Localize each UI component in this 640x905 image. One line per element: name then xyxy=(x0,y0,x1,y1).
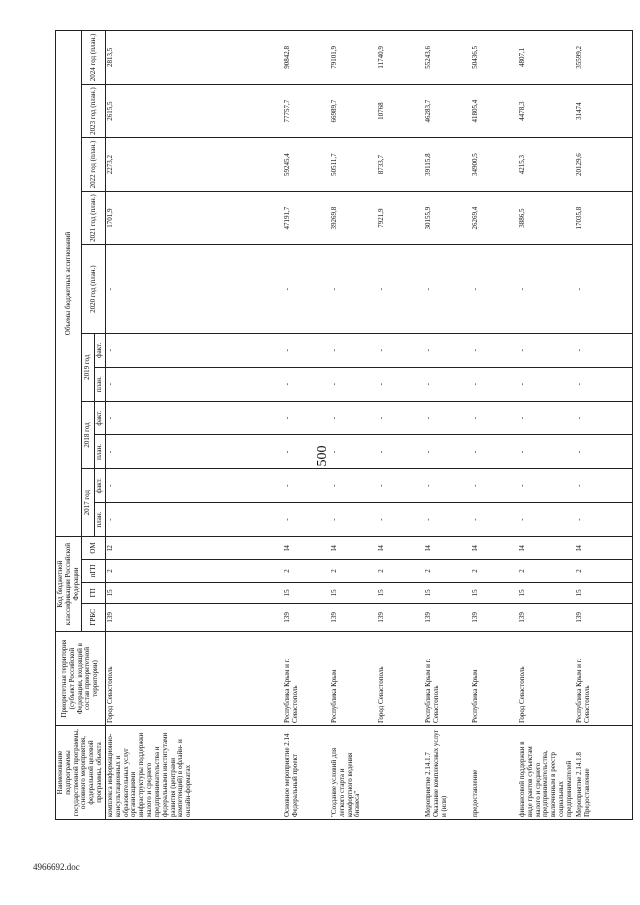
cell-f2018f: - xyxy=(105,401,283,435)
cell-f2019p: - xyxy=(518,367,575,401)
header-year-2018: 2018 год xyxy=(82,401,95,469)
cell-f2019f: - xyxy=(377,333,424,367)
cell-y2022: 4215,3 xyxy=(518,138,575,192)
cell-f2017p: - xyxy=(575,503,633,537)
cell-y2022: 50511,7 xyxy=(330,138,377,192)
cell-y2023: 46283,7 xyxy=(424,84,471,138)
cell-f2018p: - xyxy=(471,435,518,469)
page-number: 500 xyxy=(315,445,330,467)
header-year-2019: 2019 год xyxy=(82,333,95,401)
header-year-2021: 2021 год (план.) xyxy=(82,191,105,245)
table-row xyxy=(105,31,283,820)
cell-om: I4 xyxy=(471,537,518,560)
cell-gp: 15 xyxy=(377,582,424,603)
cell-y2021: 26269,4 xyxy=(471,191,518,245)
cell-pgp: 2 xyxy=(330,560,377,583)
header-code-om: ОМ xyxy=(82,537,105,560)
cell-y2021: 30155,9 xyxy=(424,191,471,245)
cell-f2017p: - xyxy=(424,503,471,537)
cell-name: Мероприятие 2.14.1.8 Предоставление xyxy=(575,726,633,820)
cell-om: I4 xyxy=(518,537,575,560)
header-2018-fact: факт. xyxy=(95,401,106,435)
cell-y2021: 17035,8 xyxy=(575,191,633,245)
cell-f2019f: - xyxy=(575,333,633,367)
table-row xyxy=(377,31,424,820)
cell-name: финансовой поддержки в виде грантов субъектам малого и среднего предпринимательства, включенным в реестр социальных предпринимателей xyxy=(518,726,575,820)
cell-om: I4 xyxy=(330,537,377,560)
header-year-2017: 2017 год xyxy=(82,469,95,537)
cell-y2023: 41805,4 xyxy=(471,84,518,138)
cell-om: I4 xyxy=(424,537,471,560)
cell-grbs: 139 xyxy=(105,603,283,631)
header-code-group: Код бюджетной классификации Российской Федерации xyxy=(56,537,82,632)
cell-f2018p: - xyxy=(377,435,424,469)
table-row xyxy=(424,31,471,820)
cell-y2021: 39269,8 xyxy=(330,191,377,245)
cell-name: "Создание условий для легкого старта и комфортного ведения бизнеса" xyxy=(330,726,377,820)
header-volumes-group: Объемы бюджетных ассигнований xyxy=(56,31,82,537)
cell-f2017f: - xyxy=(575,469,633,503)
cell-territory: Город Севастополь xyxy=(105,632,283,726)
cell-y2022: 39115,8 xyxy=(424,138,471,192)
cell-f2017p: - xyxy=(518,503,575,537)
cell-f2019p: - xyxy=(424,367,471,401)
cell-territory: Республика Крым xyxy=(471,632,518,726)
cell-y2022: 34900,5 xyxy=(471,138,518,192)
cell-pgp: 2 xyxy=(471,560,518,583)
cell-territory: Республика Крым и г. Севастополь xyxy=(283,632,330,726)
cell-y2024: 79101,9 xyxy=(330,31,377,85)
header-2019-fact: факт. xyxy=(95,333,106,367)
header-year-2020: 2020 год (план.) xyxy=(82,245,105,333)
cell-f2017f: - xyxy=(377,469,424,503)
cell-y2021: 1701,9 xyxy=(105,191,283,245)
cell-grbs: 139 xyxy=(330,603,377,631)
cell-y2022: 2273,2 xyxy=(105,138,283,192)
cell-y2023: 77757,7 xyxy=(283,84,330,138)
cell-grbs: 139 xyxy=(424,603,471,631)
cell-pgp: 2 xyxy=(518,560,575,583)
cell-y2020: - xyxy=(575,245,633,333)
budget-table xyxy=(55,30,633,820)
cell-y2020: - xyxy=(518,245,575,333)
cell-f2019p: - xyxy=(283,367,330,401)
file-name: 4966692.doc xyxy=(33,862,80,872)
cell-y2020: - xyxy=(471,245,518,333)
rotated-table-container xyxy=(55,30,615,820)
cell-f2019p: - xyxy=(330,367,377,401)
cell-f2018f: - xyxy=(330,401,377,435)
cell-f2017f: - xyxy=(105,469,283,503)
cell-f2017p: - xyxy=(471,503,518,537)
cell-y2024: 50436,5 xyxy=(471,31,518,85)
cell-y2024: 90842,8 xyxy=(283,31,330,85)
cell-f2018p: - xyxy=(518,435,575,469)
cell-f2018p: - xyxy=(575,435,633,469)
header-year-2022: 2022 год (план.) xyxy=(82,138,105,192)
cell-grbs: 139 xyxy=(518,603,575,631)
header-territory: Приоритетная территория (субъект Российской Федерации, входящий в состав приоритетной территории) xyxy=(56,632,106,726)
cell-f2017p: - xyxy=(377,503,424,537)
cell-f2017f: - xyxy=(330,469,377,503)
cell-y2020: - xyxy=(105,245,283,333)
header-code-gp: ГП xyxy=(82,582,105,603)
header-year-2023: 2023 год (план.) xyxy=(82,84,105,138)
cell-pgp: 2 xyxy=(575,560,633,583)
cell-f2017p: - xyxy=(283,503,330,537)
table-row xyxy=(330,31,377,820)
header-code-grbs: ГРБС xyxy=(82,603,105,631)
cell-y2023: 4478,3 xyxy=(518,84,575,138)
cell-y2023: 31474 xyxy=(575,84,633,138)
cell-gp: 15 xyxy=(424,582,471,603)
cell-gp: 15 xyxy=(518,582,575,603)
cell-y2020: - xyxy=(283,245,330,333)
cell-y2022: 20129,6 xyxy=(575,138,633,192)
cell-f2018p: - xyxy=(283,435,330,469)
cell-f2019p: - xyxy=(105,367,283,401)
header-name: Наименование подпрограммы государственной программы, основного мероприятия, федеральной целевой программы, объекта xyxy=(56,726,106,820)
cell-gp: 15 xyxy=(283,582,330,603)
cell-f2017f: - xyxy=(283,469,330,503)
cell-f2019f: - xyxy=(283,333,330,367)
cell-f2018p: - xyxy=(105,435,283,469)
cell-y2024: 4807,1 xyxy=(518,31,575,85)
header-2019-plan: план. xyxy=(95,367,106,401)
cell-f2017p: - xyxy=(105,503,283,537)
cell-f2018f: - xyxy=(575,401,633,435)
header-2018-plan: план. xyxy=(95,435,106,469)
cell-f2017p: - xyxy=(330,503,377,537)
table-row xyxy=(518,31,575,820)
cell-f2019f: - xyxy=(471,333,518,367)
table-row xyxy=(283,31,330,820)
cell-pgp: 2 xyxy=(105,560,283,583)
cell-territory: Город Севастополь xyxy=(518,632,575,726)
cell-y2021: 3886,5 xyxy=(518,191,575,245)
cell-y2024: 11740,9 xyxy=(377,31,424,85)
cell-grbs: 139 xyxy=(575,603,633,631)
cell-grbs: 139 xyxy=(283,603,330,631)
cell-f2017f: - xyxy=(518,469,575,503)
cell-pgp: 2 xyxy=(424,560,471,583)
cell-f2018p: - xyxy=(330,435,377,469)
cell-f2019p: - xyxy=(575,367,633,401)
cell-territory: Город Севастополь xyxy=(377,632,424,726)
header-2017-fact: факт. xyxy=(95,469,106,503)
header-2017-plan: план. xyxy=(95,503,106,537)
cell-f2018f: - xyxy=(377,401,424,435)
cell-om: I4 xyxy=(283,537,330,560)
cell-territory: Республика Крым и г. Севастополь xyxy=(424,632,471,726)
cell-y2024: 35599,2 xyxy=(575,31,633,85)
cell-territory: Республика Крым и г. Севастополь xyxy=(575,632,633,726)
cell-name: предоставление xyxy=(471,726,518,820)
cell-pgp: 2 xyxy=(283,560,330,583)
cell-y2023: 66989,7 xyxy=(330,84,377,138)
cell-f2019f: - xyxy=(424,333,471,367)
cell-y2024: 55243,6 xyxy=(424,31,471,85)
cell-gp: 15 xyxy=(330,582,377,603)
cell-y2023: 10768 xyxy=(377,84,424,138)
cell-f2018f: - xyxy=(283,401,330,435)
cell-y2020: - xyxy=(377,245,424,333)
cell-grbs: 139 xyxy=(471,603,518,631)
cell-gp: 15 xyxy=(575,582,633,603)
header-row-1 xyxy=(56,31,82,820)
cell-name: Основное мероприятие 2.14 Федеральный проект xyxy=(283,726,330,820)
table-body xyxy=(105,31,632,820)
cell-y2020: - xyxy=(424,245,471,333)
cell-gp: 15 xyxy=(471,582,518,603)
header-year-2024: 2024 год (план.) xyxy=(82,31,105,85)
cell-f2018f: - xyxy=(424,401,471,435)
cell-om: I2 xyxy=(105,537,283,560)
cell-f2019f: - xyxy=(330,333,377,367)
cell-f2017f: - xyxy=(424,469,471,503)
cell-grbs: 139 xyxy=(377,603,424,631)
cell-f2018p: - xyxy=(424,435,471,469)
cell-y2022: 8733,7 xyxy=(377,138,424,192)
cell-f2019f: - xyxy=(105,333,283,367)
cell-f2019p: - xyxy=(377,367,424,401)
header-code-pgp: пГП xyxy=(82,560,105,583)
cell-f2019p: - xyxy=(471,367,518,401)
cell-f2018f: - xyxy=(518,401,575,435)
cell-om: I4 xyxy=(377,537,424,560)
cell-name: Мероприятие 2.14.1.7 Оказание комплексных услуг и (или) xyxy=(424,726,471,820)
cell-om: I4 xyxy=(575,537,633,560)
cell-y2023: 2615,5 xyxy=(105,84,283,138)
cell-f2019f: - xyxy=(518,333,575,367)
cell-f2017f: - xyxy=(471,469,518,503)
cell-name: комплекса информационно-консультационных и образовательных услуг организациями инфраструктуры поддержки малого и среднего предпринимательства и федеральными институтами развития (центрами компетенций) в офлайн- и онлайн-форматах xyxy=(105,726,283,820)
cell-y2022: 59245,4 xyxy=(283,138,330,192)
cell-y2021: 47191,7 xyxy=(283,191,330,245)
table-row xyxy=(575,31,633,820)
cell-f2018f: - xyxy=(471,401,518,435)
table-row xyxy=(471,31,518,820)
cell-y2024: 2813,5 xyxy=(105,31,283,85)
cell-pgp: 2 xyxy=(377,560,424,583)
cell-y2020: - xyxy=(330,245,377,333)
cell-gp: 15 xyxy=(105,582,283,603)
cell-territory: Республика Крым xyxy=(330,632,377,726)
cell-y2021: 7921,9 xyxy=(377,191,424,245)
cell-name xyxy=(377,726,424,820)
